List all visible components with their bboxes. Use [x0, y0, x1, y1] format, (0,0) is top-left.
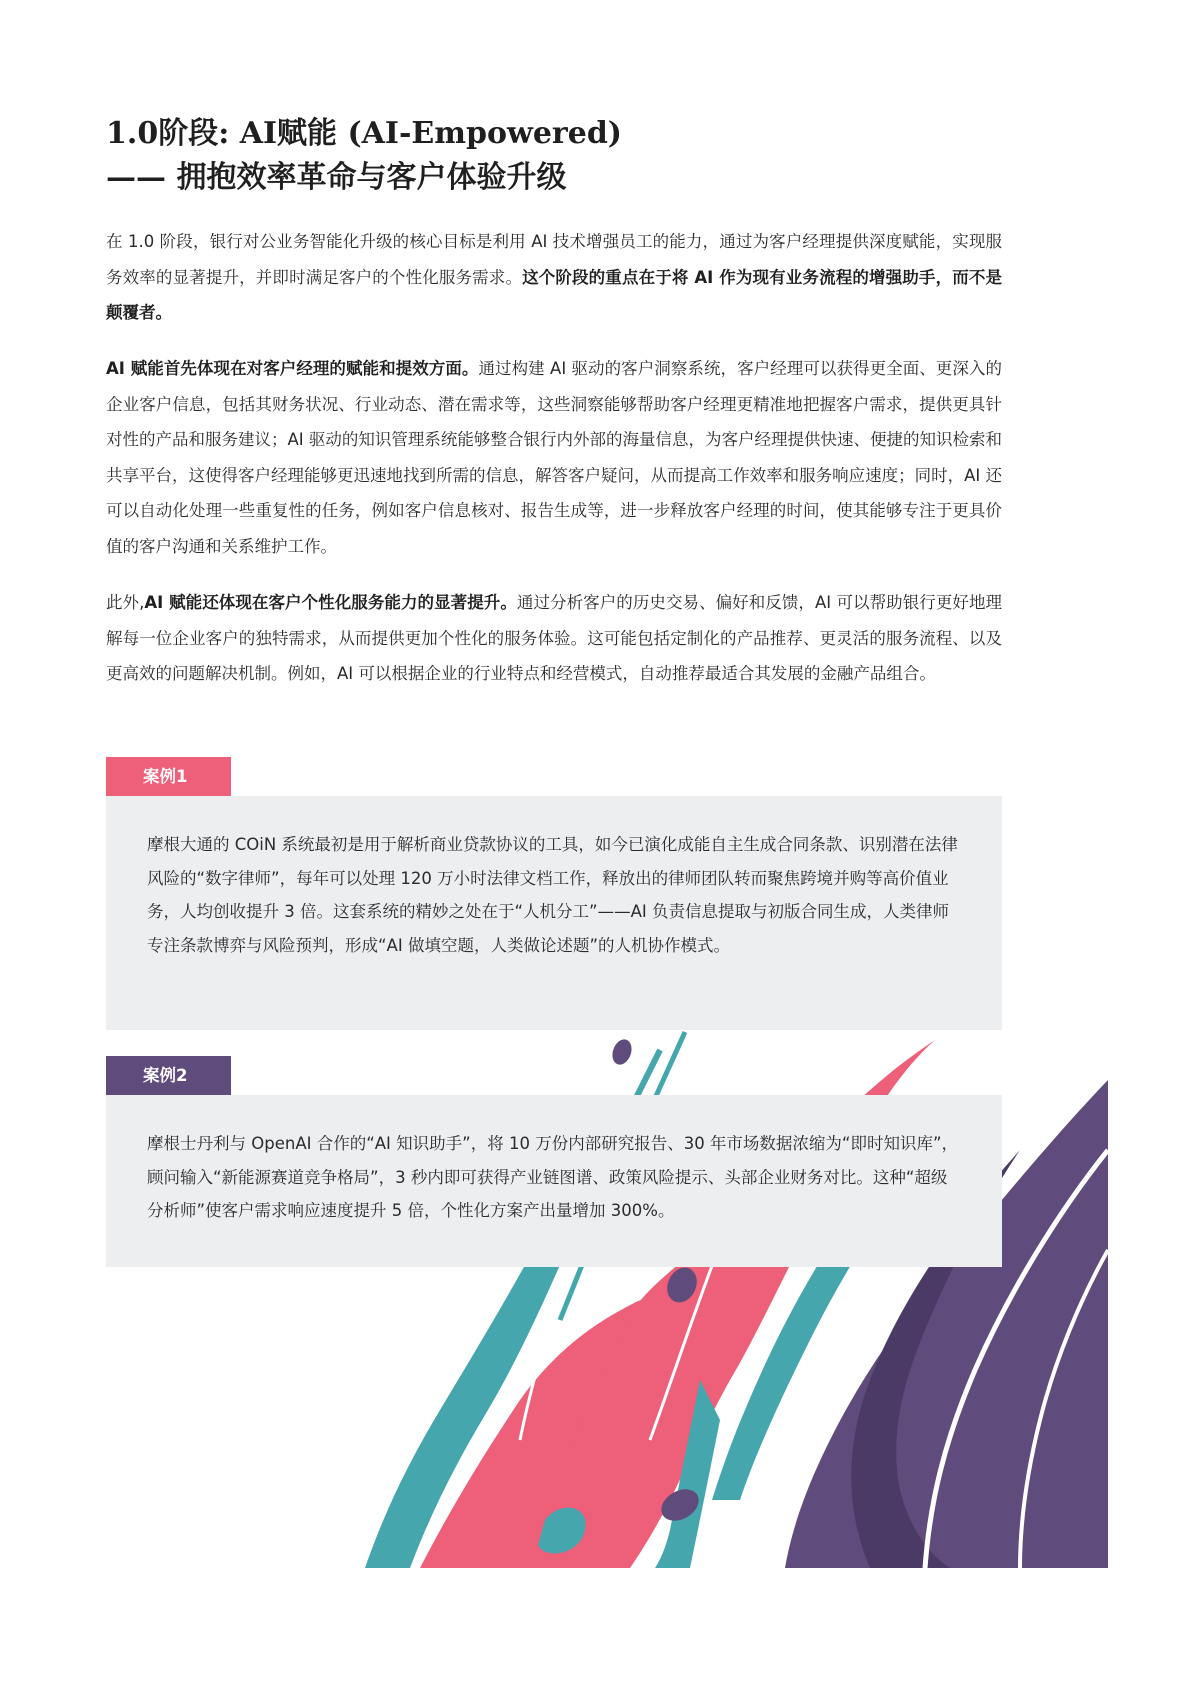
title-line-1: 1.0阶段: AI赋能 (AI-Empowered): [106, 116, 622, 151]
case-2-text: 摩根士丹利与 OpenAI 合作的“AI 知识助手”，将 10 万份内部研究报告、30 年市场数据浓缩为“即时知识库”，顾问输入“新能源赛道竞争格局”，3 秒内即可获得产业链图谱、政策风险提示、头部企业财务对比。这种“超级分析师”使客户需求响应速度提升 5 倍，个性化方案产出量增加 300%。: [147, 1134, 959, 1220]
paragraph-1: [106, 224, 1002, 331]
case-2-label: 案例2: [106, 1056, 231, 1095]
paragraph-2: [106, 351, 1002, 564]
paragraph-3: [106, 585, 1002, 692]
paragraph-1-text: 在 1.0 阶段，银行对公业务智能化升级的核心目标是利用 AI 技术增强员工的能力，通过为客户经理提供深度赋能，实现服务效率的显著提升，并即时满足客户的个性化服务需求。: [106, 232, 1002, 287]
case-1-label: 案例1: [106, 757, 231, 796]
title-line-2: —— 拥抱效率革命与客户体验升级: [106, 160, 567, 195]
case-1-text: 摩根大通的 COiN 系统最初是用于解析商业贷款协议的工具，如今已演化成能自主生成合同条款、识别潜在法律风险的“数字律师”，每年可以处理 120 万小时法律文档工作，释放出的律师团队转而聚焦跨境并购等高价值业务，人均创收提升 3 倍。这套系统的精妙之处在于“人机分工”——AI 负责信息提取与初版合同生成，人类律师专注条款博弈与风险预判，形成“AI 做填空题，人类做论述题”的人机协作模式。: [147, 835, 958, 955]
paragraph-3-text: 通过分析客户的历史交易、偏好和反馈，AI 可以帮助银行更好地理解每一位企业客户的独特需求，从而提供更加个性化的服务体验。这可能包括定制化的产品推荐、更灵活的服务流程、以及更高效的问题解决机制。例如，AI 可以根据企业的行业特点和经营模式，自动推荐最适合其发展的金融产品组合。: [106, 593, 1003, 683]
paragraph-2-emphasis: AI 赋能首先体现在对客户经理的赋能和提效方面。: [106, 359, 479, 378]
case-2-box: [106, 1095, 1002, 1267]
paragraph-3-prefix: 此外,: [106, 593, 145, 612]
purple-dot: [609, 1037, 635, 1068]
case-1-box: [106, 796, 1002, 1030]
section-title: [106, 112, 1002, 200]
paragraph-1-emphasis: 这个阶段的重点在于将 AI 作为现有业务流程的增强助手，而不是颠覆者。: [106, 267, 1003, 322]
paragraph-3-emphasis: AI 赋能还体现在客户个性化服务能力的显著提升。: [144, 593, 517, 612]
paragraph-2-text: 通过构建 AI 驱动的客户洞察系统，客户经理可以获得更全面、更深入的企业客户信息，包括其财务状况、行业动态、潜在需求等，这些洞察能够帮助客户经理更精准地把握客户需求，提供更具针对性的产品和服务建议；AI 驱动的知识管理系统能够整合银行内外部的海量信息，为客户经理提供快速、便捷的知识检索和共享平台，这使得客户经理能够更迅速地找到所需的信息，解答客户疑问，从而提高工作效率和服务响应速度；同时，AI 还可以自动化处理一些重复性的任务，例如客户信息核对、报告生成等，进一步释放客户经理的时间，使其能够专注于更具价值的客户沟通和关系维护工作。: [106, 359, 1002, 556]
